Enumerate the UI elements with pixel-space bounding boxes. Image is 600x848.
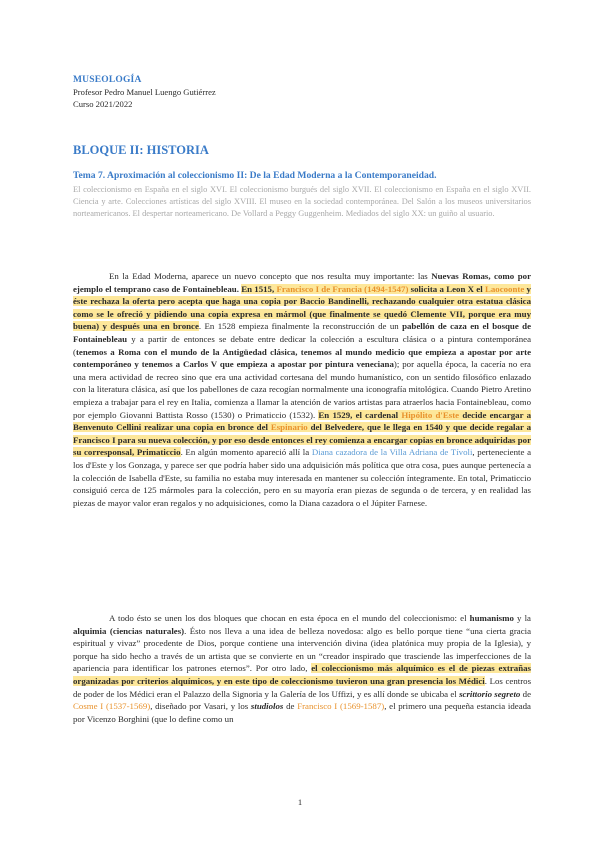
page-number: 1 bbox=[297, 797, 303, 807]
highlight-1529: En 1529, el cardenal Hipólito d'Este decide encargar a Benvenuto Cellini realizar una copia en bronce del Espinario del Belvedere, que le llega en 1540 y que decide regalar a Francisco I para su nueva colección, y por eso desde entonces el rey comienza a encargar copias en bronce adquiridas por su corresponsal, Primaticcio bbox=[73, 409, 531, 458]
link-francisco-i[interactable]: Francisco I de Francia (1494-1547) bbox=[276, 283, 409, 294]
professor-name: Profesor Pedro Manuel Luengo Gutiérrez bbox=[73, 87, 216, 97]
link-diana-cazadora[interactable]: Diana cazadora de la Villa Adriana de Tívoli bbox=[311, 447, 473, 458]
course-title: MUSEOLOGÍA bbox=[73, 75, 142, 85]
highlight-1515: En 1515, Francisco I de Francia (1494-1547) solicita a Leon X el Laocoonte y éste rechaza la oferta pero acepta que haga una copia por Baccio Bandinelli, rechazando cualquier otra estatua clásica como se le ofreció y pidiendo una copia expresa en mármol (que finalmente se quedó Clemente VII, porque era muy buena) y después una en bronce bbox=[73, 283, 531, 332]
link-francisco-i-medici[interactable]: Francisco I (1569-1587) bbox=[297, 701, 385, 712]
highlight-alquimia: el coleccionismo más alquímico es el de piezas extrañas organizadas por criterios alquímicos, y en este tipo de coleccionismo tuvieron una gran presencia los Médici bbox=[73, 663, 531, 686]
course-header bbox=[73, 74, 216, 110]
block-title: BLOQUE II: HISTORIA bbox=[73, 143, 209, 157]
topic-title: Tema 7. Aproximación al coleccionismo II: De la Edad Moderna a la Contemporaneidad. bbox=[73, 170, 437, 181]
paragraph-2: A todo ésto se unen los dos bloques que chocan en esta época en el mundo del coleccionismo: el humanismo y la alquimia (ciencias naturales). Ésto nos lleva a una idea de belleza novedosa: algo es bello porque tiene “una cierta gracia espiritual y vivaz” procedente de Dios, porque contiene una intervención divina (idea platónica muy propia de la Iglesia), y porque ha sido hecho a través de un artista que se convierte en un “creador inspirado que trasciende las imperfecciones de la apariencia para identificar los patrones eternos”. Por otro lado, el coleccionismo más alquímico es el de piezas extrañas organizadas por criterios alquímicos, y en este tipo de coleccionismo tuvieron una gran presencia los Médici. Los centros de poder de los Médici eran el Palazzo della Signoria y la Galería de los Uffizi, y es allí donde se ubicaba el scrittorio segreto de Cosme I (1537-1569), diseñado por Vasari, y los studiolos de Francisco I (1569-1587), el primero una pequeña estancia ideada por Vicenzo Borghini (que lo define como un bbox=[73, 613, 532, 724]
academic-year: Curso 2021/2022 bbox=[73, 99, 133, 109]
link-cosme-i[interactable]: Cosme I (1537-1569) bbox=[73, 701, 151, 712]
topic-description: El coleccionismo en España en el siglo XVI. El coleccionismo burgués del siglo XVII. El coleccionismo en España en el siglo XVII. Ciencia y arte. Colecciones artísticas del siglo XVIII. El museo en la sociedad contemporánea. Del Salón a los museos universitarios norteamericanos. El despertar norteamericano. De Vollard a Peggy Guggenheim. Mediados del siglo XX: un guiño al usuario. bbox=[73, 185, 531, 219]
link-espinario[interactable]: Espinario bbox=[270, 422, 308, 433]
paragraph-1: En la Edad Moderna, aparece un nuevo concepto que nos resulta muy importante: las Nuevas Romas, como por ejemplo el temprano caso de Fontainebleau. En 1515, Francisco I de Francia (1494-1547) solicita a Leon X el Laocoonte y éste rechaza la oferta pero acepta que haga una copia por Baccio Bandinelli, rechazando cualquier otra estatua clásica como se le ofreció y pidiendo una copia expresa en mármol (que finalmente se quedó Clemente VII, porque era muy buena) y después una en bronce. En 1528 empieza finalmente la reconstrucción de un pabellón de caza en el bosque de Fontainebleau y a partir de entonces se debate entre dedicar la colección a escultura clásica o a pintura contemporánea (tenemos a Roma con el mundo de la Antigüedad clásica, tenemos al mundo medicio que empieza a apostar por arte contemporáneo y tenemos a Carlos V que empieza a apostar por pintura veneciana); por aquella época, la cacería no era una mera actividad de recreo sino que era una actividad cortesana del mundo humanístico, con un sentido filosófico enlazado con la literatura clásica, así que los pabellones de caza recogían normalmente una iconografía mitológica. Cuando Pietro Aretino empieza a trabajar para el rey en Italia, comienza a llamar la atención de varios artistas para atraerlos hacia Fontainebleau, como por ejemplo Giovanni Battista Rosso (1530) o Primaticcio (1532). En 1529, el cardenal Hipólito d'Este decide encargar a Benvenuto Cellini realizar una copia en bronce del Espinario del Belvedere, que le llega en 1540 y que decide regalar a Francisco I para su nueva colección, y por eso desde entonces el rey comienza a encargar copias en bronce adquiridas por su corresponsal, Primaticcio. En algún momento apareció allí la Diana cazadora de la Villa Adriana de Tívoli, perteneciente a los d'Este y los Gonzaga, y parece ser que podría haber sido una adquisición más política que otra cosa, pues aunque pertenecía a la colección de Isabella d'Este, su familia no estaba muy interesada en mantener su colección íntegramente. En total, Primaticcio consiguió cerca de 125 mármoles para la colección, pero en su mayoría eran piezas de segunda o de tercera, y en realidad las piezas de mayor valor eran regalos y no adquisiciones, como la Diana cazadora o el Júpiter Farnese. bbox=[73, 271, 532, 508]
link-hipolito-deste[interactable]: Hipólito d'Este bbox=[401, 409, 460, 420]
link-laocoonte[interactable]: Laocoonte bbox=[484, 283, 525, 294]
